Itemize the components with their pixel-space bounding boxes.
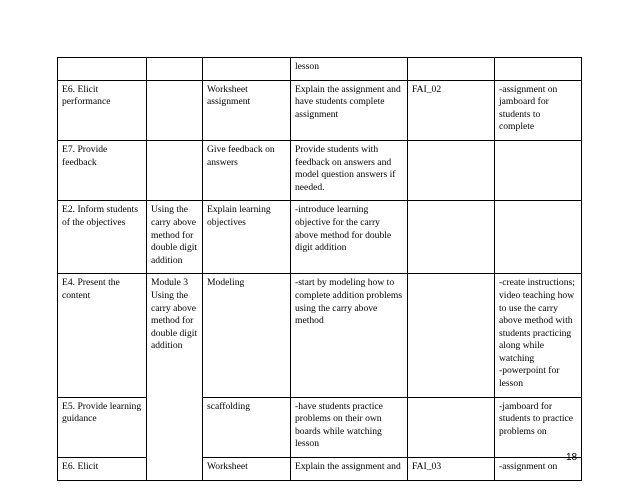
table-cell [408,397,495,457]
table-cell: Module 3 Using the carry above method for double digit addition [147,274,203,480]
table-row [58,458,582,481]
table-cell: E4. Present the content [58,274,147,397]
table-cell [147,140,203,200]
table-cell: -create instructions; video teaching how to use the carry above method with students practicing along while watching -powerpoint for lesson [495,274,582,397]
table-row [58,274,582,397]
table-cell: -assignment on [495,458,582,481]
table-cell [495,140,582,200]
table-cell [495,58,582,81]
table-cell: Provide students with feedback on answers and model question answers if needed. [291,140,408,200]
table-cell: E6. Elicit [58,458,147,481]
table-cell [147,80,203,140]
table-cell [495,201,582,274]
table-cell: FAI_03 [408,458,495,481]
table-cell: FAI_02 [408,80,495,140]
table-cell: Modeling [203,274,291,397]
table-cell [408,274,495,397]
table-cell: Explain the assignment and [291,458,408,481]
lesson-plan-table [57,57,582,481]
table-cell: Using the carry above method for double digit addition [147,201,203,274]
table-cell [147,58,203,81]
page-number: 18 [566,452,578,463]
table-cell [408,201,495,274]
table-cell [58,58,147,81]
table-cell: scaffolding [203,397,291,457]
table-cell: Worksheet [203,458,291,481]
table-cell: Explain the assignment and have students complete assignment [291,80,408,140]
table-cell [408,140,495,200]
table-cell: -jamboard for students to practice problems on [495,397,582,457]
table-row [58,397,582,457]
table-cell: -start by modeling how to complete addition problems using the carry above method [291,274,408,397]
table-cell: Explain learning objectives [203,201,291,274]
table-row [58,58,582,81]
table-cell: lesson [291,58,408,81]
table-cell: E6. Elicit performance [58,80,147,140]
table-cell: -assignment on jamboard for students to complete [495,80,582,140]
table-cell: Worksheet assignment [203,80,291,140]
table-cell: -have students practice problems on their own boards while watching lesson [291,397,408,457]
table-cell: E5. Provide learning guidance [58,397,147,457]
table-cell [203,58,291,81]
table-row [58,80,582,140]
table-cell: Give feedback on answers [203,140,291,200]
table-row [58,140,582,200]
table-cell: E2. Inform students of the objectives [58,201,147,274]
table-cell: E7. Provide feedback [58,140,147,200]
table-cell: -introduce learning objective for the carry above method for double digit addition [291,201,408,274]
table-row [58,201,582,274]
table-cell [408,58,495,81]
